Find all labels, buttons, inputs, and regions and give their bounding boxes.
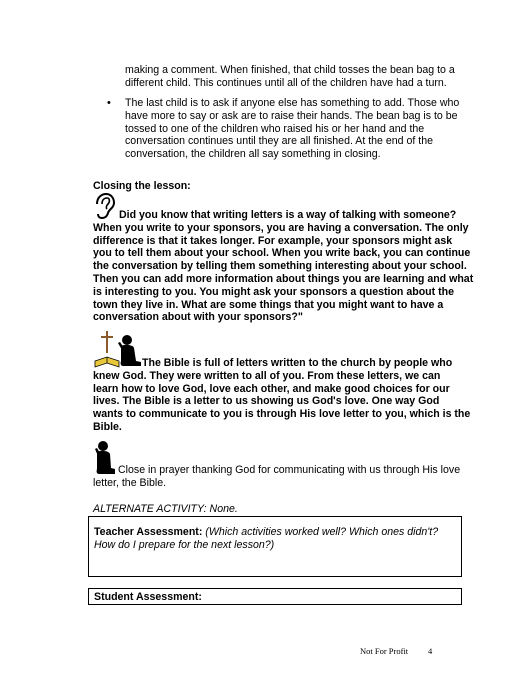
text-line: making a comment. When finished, that child tosses the bean bag to a	[125, 64, 455, 76]
text-line: town they live in. What are some things that you might want to have a	[93, 298, 444, 311]
page-number: 4	[428, 646, 433, 656]
teacher-assessment-box	[88, 516, 462, 577]
student-assessment-box	[88, 588, 462, 605]
text-line: The last child is to ask if anyone else has something to add. Those who	[125, 97, 460, 109]
section-heading: Closing the lesson:	[93, 180, 191, 192]
text-line: Bible.	[93, 420, 122, 433]
bullet-last-child	[125, 97, 465, 161]
text-line: Did you know that writing letters is a way of talking with someone?	[119, 209, 457, 221]
text-line: is interesting to you. You might ask your sponsors a question about the	[93, 285, 455, 298]
text-line: Close in prayer thanking God for communicating with us through His love	[118, 464, 461, 476]
text-line: knew God. They were written to all of you. From these letters, we can	[93, 369, 441, 382]
text-line: Then you can add more information about things you are learning and what	[93, 272, 474, 285]
text-line: lives. The Bible is a letter to us showing us God's love. One way God	[93, 395, 440, 408]
text-line: have more to say or ask are to raise their hands. The bean bag is to be	[125, 109, 458, 122]
text-line: learn how to love God, love each other, and make good choices for our	[93, 382, 450, 395]
text-line: wants to communicate to you is through His love letter to you, which is the	[93, 408, 471, 421]
footer-note: Not For Profit	[360, 646, 409, 656]
text-line: conversation about with your sponsors?"	[93, 311, 303, 324]
text-line: tossed to one of the children who raised his or her hand and the	[125, 122, 425, 135]
text-line: difference is that it takes longer. For example, your sponsors might ask	[93, 234, 453, 247]
teacher-assessment-prompt-2: How do I prepare for the next lesson?)	[94, 539, 275, 551]
teacher-assessment-prompt: (Which activities worked well? Which ones didn't?	[205, 526, 439, 538]
text-line: letter, the Bible.	[93, 476, 167, 489]
text-line: conversation, the children all say something in closing.	[125, 148, 381, 161]
text-line: The Bible is full of letters written to the church by people who	[142, 357, 453, 369]
bullet-continuation	[125, 64, 465, 90]
text-line: conversation continues until they are all finished. At the end of the	[125, 135, 434, 148]
text-line: different child. This continues until all of the children have had a turn.	[125, 76, 447, 89]
prayer-paragraph	[93, 464, 468, 490]
alternate-activity: ALTERNATE ACTIVITY: None.	[93, 503, 238, 515]
student-assessment-label: Student Assessment:	[94, 591, 202, 603]
bible-paragraph	[93, 357, 471, 434]
text-line: the conversation by telling them something interesting about your school.	[93, 260, 467, 273]
closing-paragraph	[93, 209, 474, 324]
text-line: you to tell them about your school. When you write back, you can continue	[93, 247, 471, 260]
text-line: When you write to your sponsors, you are having a conversation. The only	[93, 221, 469, 234]
teacher-assessment-text	[94, 526, 438, 539]
bullet-dot: •	[107, 97, 111, 109]
teacher-assessment-label: Teacher Assessment:	[94, 526, 203, 538]
